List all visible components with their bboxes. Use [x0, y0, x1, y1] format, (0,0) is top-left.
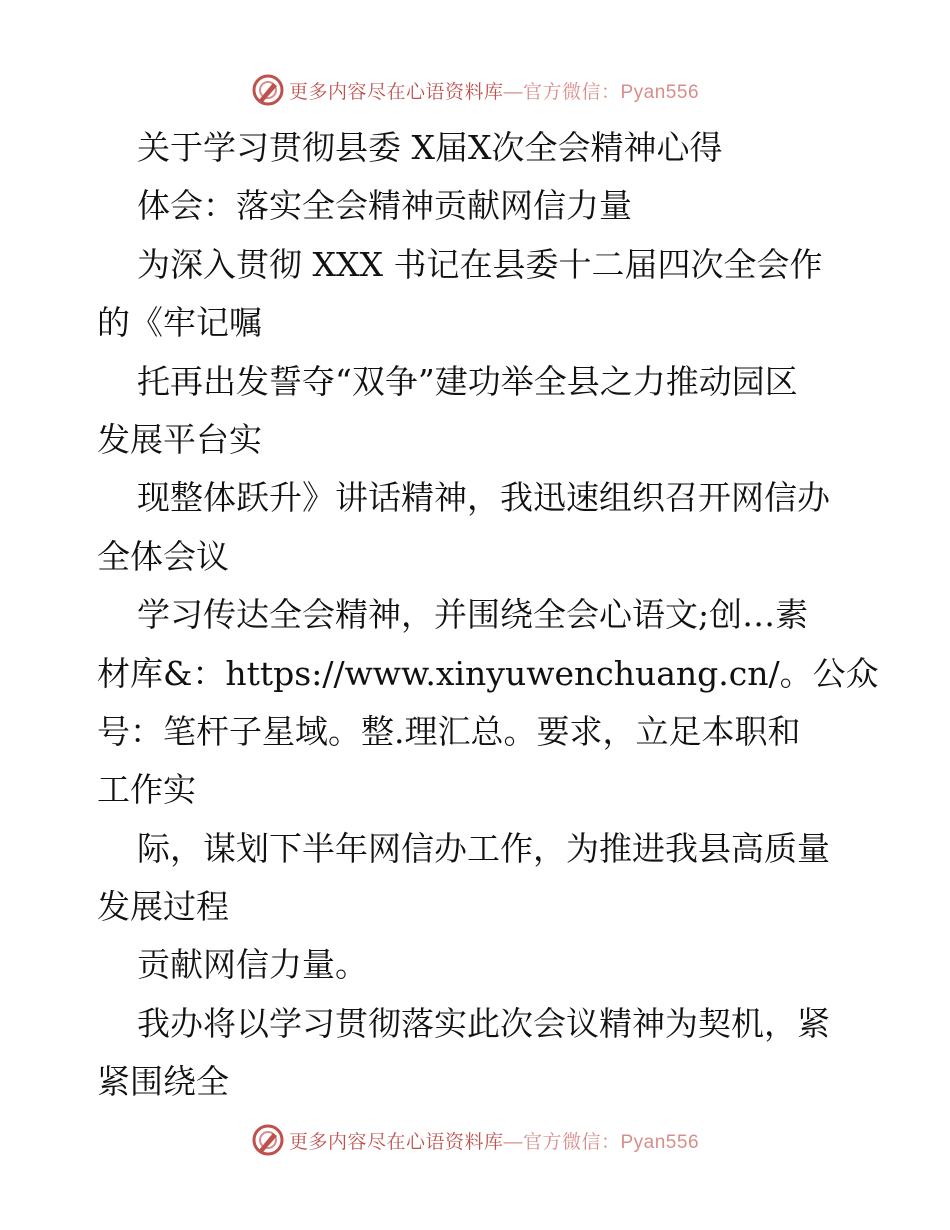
paragraph-line: 发展过程 — [97, 887, 229, 927]
paragraph-line: 号：笔杆子星域。整.理汇总。要求，立足本职和 — [97, 711, 801, 751]
footer-watermark-banner — [0, 1122, 950, 1158]
paragraph-line: 紧围绕全 — [97, 1062, 229, 1102]
paragraph-line: 全体会议 — [97, 536, 229, 576]
paragraph-line: 我办将以学习贯彻落实此次会议精神为契机，紧 — [137, 1003, 830, 1043]
paragraph-line: 材库&：https://www.xinyuwenchuang.cn/。公众 — [97, 653, 879, 693]
doc-title-line: 关于学习贯彻县委 X届X次全会精神心得 — [137, 128, 723, 167]
paragraph-line: 现整体跃升》讲话精神，我迅速组织召开网信办 — [137, 478, 830, 518]
paragraph-line: 际，谋划下半年网信办工作，为推进我县高质量 — [137, 828, 830, 868]
paragraph-line: 学习传达全会精神，并围绕全会心语文;创…素 — [137, 595, 809, 635]
red-pen-circle-logo-icon — [251, 73, 285, 107]
paragraph-line: 工作实 — [97, 770, 196, 810]
paragraph-line: 托再出发誓夺“双争”建功举全县之力推动园区 — [137, 361, 798, 401]
doc-subtitle-line: 体会：落实全会精神贡献网信力量 — [137, 186, 632, 226]
paragraph-line: 的《牢记嘱 — [97, 303, 262, 343]
paragraph-line: 为深入贯彻 XXX 书记在县委十二届四次全会作 — [137, 244, 823, 284]
paragraph-line: 发展平台实 — [97, 419, 262, 459]
red-pen-circle-logo-icon — [251, 1123, 285, 1157]
footer-watermark-text: 更多内容尽在心语资料库—官方微信：Pyan556 — [288, 1130, 700, 1153]
document-body — [97, 119, 879, 1112]
paragraph-line: 贡献网信力量。 — [137, 945, 368, 985]
header-watermark-text: 更多内容尽在心语资料库—官方微信：Pyan556 — [288, 80, 700, 103]
header-watermark-banner — [0, 72, 950, 108]
